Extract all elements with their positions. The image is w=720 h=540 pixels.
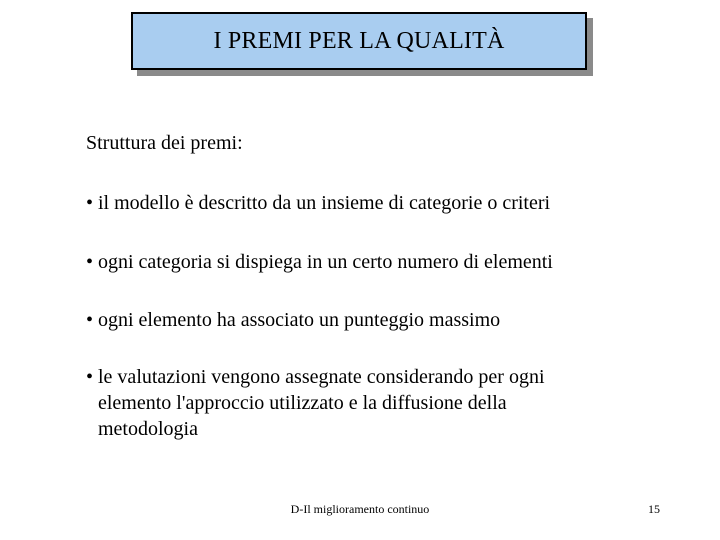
slide-title: I PREMI PER LA QUALITÀ [213,27,505,54]
bullet-line: • ogni elemento ha associato un punteggio massimo [86,309,501,331]
bullet-item [86,190,550,216]
bullet-line: metodologia [98,418,198,440]
bullet-line: • il modello è descritto da un insieme di categorie o criteri [86,192,551,214]
bullet-line: elemento l'approccio utilizzato e la diffusione della [98,392,507,414]
bullet-line: • ogni categoria si dispiega in un certo numero di elementi [86,251,553,273]
bullet-item [86,307,500,333]
intro-text: Struttura dei premi: [86,132,243,154]
footer-label: D-Il miglioramento continuo [290,502,430,516]
title-box [131,12,587,70]
bullet-item [86,249,553,275]
bullet-item [86,364,545,442]
page-number: 15 [648,502,660,516]
bullet-line: • le valutazioni vengono assegnate considerando per ogni [86,366,545,388]
